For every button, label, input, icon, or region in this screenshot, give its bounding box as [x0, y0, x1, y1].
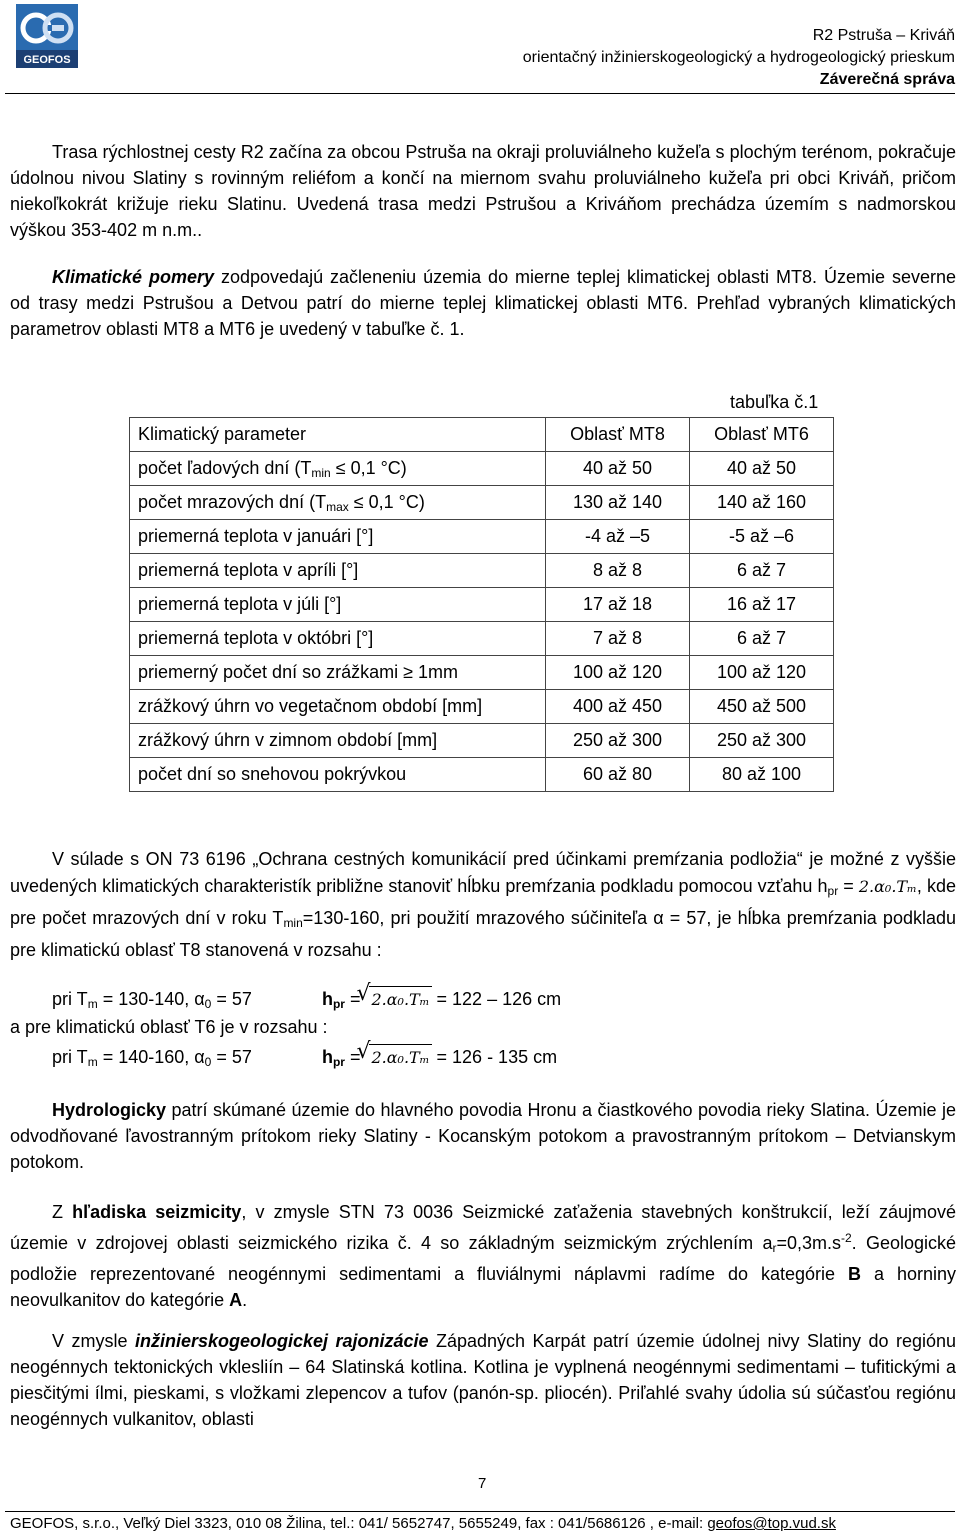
between-text: a pre klimatickú oblasť T6 je v rozsahu : [10, 1017, 328, 1037]
table-cell: 250 až 300 [690, 724, 834, 758]
climate-table [129, 417, 834, 792]
table-cell: priemerná teplota v októbri [°] [130, 622, 546, 656]
table-cell: 100 až 120 [690, 656, 834, 690]
table-cell: 40 až 50 [546, 452, 690, 486]
table-cell: 450 až 500 [690, 690, 834, 724]
table-cell: 250 až 300 [546, 724, 690, 758]
sqrt-formula: √ 2.α₀.Tₘ [369, 1044, 431, 1071]
table-cell: 80 až 100 [690, 758, 834, 792]
paragraph-seismicity: Z hľadiska seizmicity, v zmysle STN 73 0036 Seizmické zaťaženia stavebných konštrukcií, leží záujmové územie v zdrojovej oblasti seizmického rizika č. 4 so základným seizmickým zrýchlením $a_r=0,3m.s^{-2}$. Geologické podložie reprezentované neogénnymi sedimentami a fluviálnymi náplavmi radíme do kategórie B a horniny neovulkanitov do kategórie A. [10, 1202, 956, 1310]
header-title: R2 Pstruša – Kriváň [812, 27, 955, 44]
table-row [130, 690, 834, 724]
climate-lead: Klimatické pomery [52, 267, 215, 287]
table-cell: 6 až 7 [690, 622, 834, 656]
table-cell: 130 až 140 [546, 486, 690, 520]
table-cell: 400 až 450 [546, 690, 690, 724]
hydrology-lead: Hydrologicky [52, 1100, 167, 1120]
table-row [130, 656, 834, 690]
frost-formula: 2.α₀.Tₘ [858, 877, 917, 896]
table-row [130, 486, 834, 520]
table-row [130, 758, 834, 792]
table-row [130, 452, 834, 486]
table-row [130, 588, 834, 622]
footer-email-link[interactable]: geofos@top.vud.sk [707, 1515, 836, 1532]
table-cell: 7 až 8 [546, 622, 690, 656]
table-cell: 16 až 17 [690, 588, 834, 622]
page-number: 7 [478, 1475, 487, 1492]
table-cell: zrážkový úhrn vo vegetačnom období [mm] [130, 690, 546, 724]
table-cell: 60 až 80 [546, 758, 690, 792]
paragraph-hydrology: Hydrologicky patrí skúmané územie do hlavného povodia Hronu a čiastkového povodia rieky Slatina. Územie je odvodňované ľavostranným prítokom rieky Slatiny - Kocanským potokom a pravostranným prítokom – Detvianskym potokom. [10, 1100, 956, 1172]
table-cell: počet dní so snehovou pokrývkou [130, 758, 546, 792]
table-cell: 6 až 7 [690, 554, 834, 588]
table-cell: -5 až –6 [690, 520, 834, 554]
table-cell: priemerná teplota v júli [°] [130, 588, 546, 622]
seismicity-lead: hľadiska seizmicity [72, 1202, 242, 1222]
table-cell: 8 až 8 [546, 554, 690, 588]
table-row [130, 622, 834, 656]
formula-line-t6: pri $T_m = 140-160$, $\alpha_0 = 57$ $h_{pr}$ = √ 2.α₀.Tₘ = 126 - 135 cm [52, 1044, 557, 1075]
table-header-cell: Oblasť MT6 [690, 418, 834, 452]
table-cell: priemerná teplota v januári [°] [130, 520, 546, 554]
table-caption: tabuľka č.1 [730, 392, 819, 412]
table-cell: 140 až 160 [690, 486, 834, 520]
page-header [523, 25, 955, 91]
formula-line-t8: pri $T_m = 130-140$, $\alpha_0 = 57$ $h_{pr}$ = √ 2.α₀.Tₘ = 122 – 126 cm [52, 986, 561, 1017]
table-header-cell: Klimatický parameter [130, 418, 546, 452]
logo-text: GEOFOS [23, 54, 71, 66]
table-cell: 40 až 50 [690, 452, 834, 486]
table-header-cell: Oblasť MT8 [546, 418, 690, 452]
page-footer: GEOFOS, s.r.o., Veľký Diel 3323, 010 08 Žilina, tel.: 041/ 5652747, 5655249, fax : 041/5686126 , e-mail: geofos@top.vud.sk [10, 1515, 836, 1532]
climate-text: zodpovedajú začleneniu územia do mierne teplej klimatickej oblasti MT8. Územie severne od trasy medzi Pstrušou a Detvou patrí do mierne teplej klimatickej oblasti MT6. Prehľad vybraných klimatických parametrov oblasti MT8 a MT6 je uvedený v tabuľke č. 1. [10, 267, 956, 339]
table-cell: počet ľadových dní ($T_{min} \le 0,1$ °C) [130, 452, 546, 486]
paragraph-climate [10, 264, 956, 342]
table-cell: počet mrazových dní ($T_{max} \le 0,1$ °C) [130, 486, 546, 520]
paragraph-route: Trasa rýchlostnej cesty R2 začína za obcou Pstruša na okraji proluviálneho kužeľa s plochým terénom, pokračuje údolnou nivou Slatiny s rovinným reliéfom a končí na miernom svahu proluviálneho kužeľa pri obci Kriváň, pričom niekoľkokrát križuje rieku Slatinu. Uvedená trasa medzi Pstrušou a Kriváňom prechádza územím s nadmorskou výškou 353-402 m n.m.. [10, 142, 956, 240]
table-row [130, 554, 834, 588]
rajonization-lead: inžinierskogeologickej rajonizácie [134, 1331, 429, 1351]
geofos-logo [16, 4, 78, 68]
table-cell: priemerný počet dní so zrážkami ≥ 1mm [130, 656, 546, 690]
table-cell: 17 až 18 [546, 588, 690, 622]
paragraph-rajonization: V zmysle inžinierskogeologickej rajonizácie Západných Karpát patrí územie údolnej nivy Slatiny do regiónu neogénnych tektonických vklesliín – 64 Slatinská kotlina. Kotlina je vyplnená neogénnymi sedimentami – tufitickými a piesčitými ílmi, pieskami, s vložkami zlepencov a tufov (panón-sp. pliocén). Priľahlé svahy údolia sú súčasťou regiónu neogénnych vulkanitov, oblasti [10, 1331, 956, 1429]
header-subtitle: orientačný inžinierskogeologický a hydrogeologický prieskum [522, 49, 955, 66]
table-cell: priemerná teplota v apríli [°] [130, 554, 546, 588]
header-rule [5, 93, 955, 94]
header-doc-type: Záverečná správa [819, 71, 955, 88]
paragraph-frost: V súlade s ON 73 6196 „Ochrana cestných komunikácií pred účinkami premŕzania podložia“ je možné z vyššie uvedených klimatických charakteristík približne stanoviť hĺbku premŕzania podkladu pomocou vzťahu $h_{pr} = 2.\alpha_0.T_m$, kde pre počet mrazových dní v roku $T_{min}=130-160$, pri použití mrazového súčiniteľa α = 57, je hĺbka premŕzania podkladu pre klimatickú oblasť T8 stanovená v rozsahu : [10, 849, 956, 960]
table-row [130, 724, 834, 758]
footer-rule [5, 1511, 955, 1512]
table-header-row [130, 418, 834, 452]
table-cell: -4 až –5 [546, 520, 690, 554]
sqrt-formula: √ 2.α₀.Tₘ [369, 986, 431, 1013]
table-row [130, 520, 834, 554]
table-cell: zrážkový úhrn v zimnom období [mm] [130, 724, 546, 758]
table-cell: 100 až 120 [546, 656, 690, 690]
